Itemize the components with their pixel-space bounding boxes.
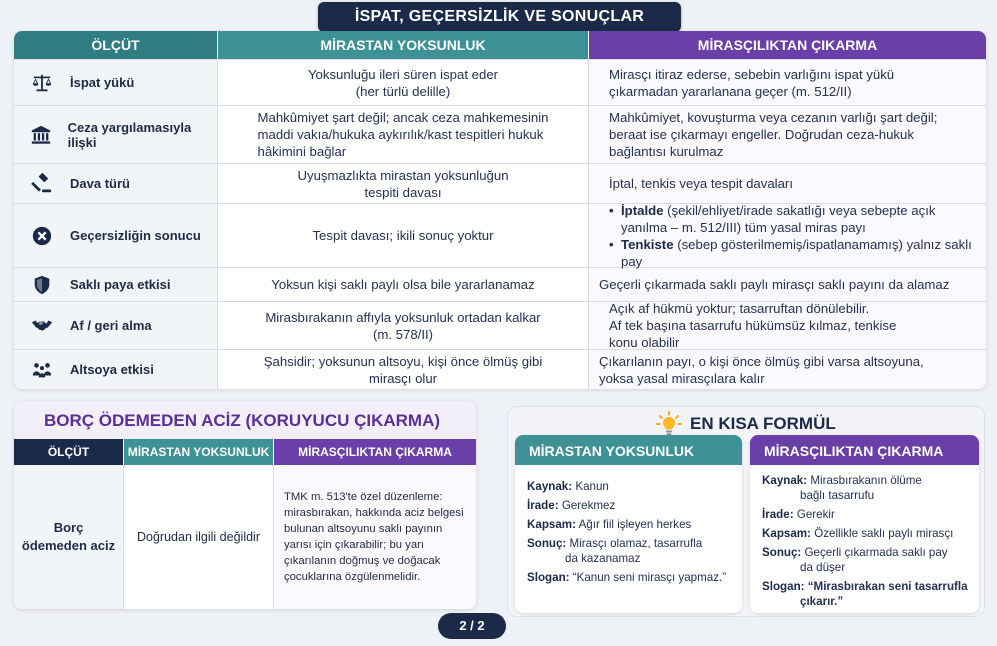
borc-header (14, 439, 476, 465)
cell-line: Tespit davası; ikili sonuç yoktur (312, 228, 494, 243)
cell-line: mirasçı olur (368, 370, 438, 386)
formula-line (527, 570, 732, 585)
formula-value: Kanun (575, 480, 609, 493)
criterion-cell (14, 106, 217, 163)
formula-key: Sonuç: (762, 546, 802, 559)
borc-criterion: Borç ödemeden aciz (14, 465, 123, 609)
formula-line (527, 498, 732, 513)
formula-key: Slogan: (762, 580, 805, 593)
cell-line: maddi vakıa/hukuka aykırılık/kast tespitleri hukuk (257, 127, 544, 142)
scales-icon (14, 72, 70, 94)
header-criteria: ÖLÇÜT (14, 31, 217, 59)
formula-line (762, 473, 969, 503)
formula-key: Kapsam: (527, 518, 576, 531)
formula-value: “Kanun seni mirasçı yapmaz.” (572, 571, 727, 584)
formula-key: Kaynak: (527, 480, 573, 493)
cell-line: Yoksunluğu ileri süren ispat eder (307, 66, 499, 82)
cikarma-cell (588, 302, 986, 349)
formula-key: Kaynak: (762, 474, 808, 487)
formula-value-cont: çıkarır.” (800, 595, 844, 608)
cell-line: İptal, tenkis veya tespit davaları (609, 176, 793, 191)
borc-yoksunluk: Doğrudan ilgili değildir (123, 465, 273, 609)
formula-line (762, 545, 969, 575)
family-icon (14, 359, 70, 381)
formula-value: Gerekir (796, 508, 835, 521)
cell-line: konu olabilir (609, 335, 680, 350)
shield-icon (14, 274, 70, 296)
cell-line: bağlantısı kurulmaz (609, 144, 724, 159)
formula-value-cont: bağlı tasarrufu (800, 489, 875, 502)
formula-value: Mirasbırakanın ölüme (810, 474, 922, 487)
formula-line (762, 526, 969, 541)
x-circle-icon (14, 225, 70, 247)
table-row (14, 163, 986, 203)
formula-panel (507, 406, 985, 617)
cell-line: hâkimini bağlar (257, 144, 347, 159)
formula-value: Geçerli çıkarmada saklı pay (804, 546, 948, 559)
formula-yoksunluk-header: MİRASTAN YOKSUNLUK (515, 435, 742, 465)
list-item (609, 236, 974, 270)
bullet-text: (sebep gösterilmemiş/ispatlanamamış) yalnız saklı pay (621, 236, 972, 269)
formula-line (527, 536, 732, 566)
criterion-cell (14, 60, 217, 105)
cell-line: yoksa yasal mirasçılara kalır (599, 370, 765, 386)
table-row (14, 349, 986, 389)
formula-value: Mirasçı olamaz, tasarrufla (569, 537, 703, 550)
cell-line: Mirasbırakanın affıyla yoksunluk ortadan kalkar (265, 309, 541, 325)
yoksunluk-cell (217, 106, 588, 163)
formula-title-text: EN KISA FORMÜL (690, 414, 836, 433)
formula-line (527, 479, 732, 494)
gavel-icon (14, 173, 70, 195)
borc-panel (14, 401, 476, 609)
formula-key: Kapsam: (762, 527, 811, 540)
cell-line: Uyuşmazlıkta mirastan yoksunluğun (297, 167, 509, 183)
table-row (14, 267, 986, 301)
formula-line (762, 507, 969, 522)
formula-cikarma-body (750, 465, 979, 609)
formula-value-cont: da düşer (800, 561, 846, 574)
formula-line (527, 517, 732, 532)
criterion-cell (14, 302, 217, 349)
cikarma-cell (588, 204, 986, 267)
header-yoksunluk: MİRASTAN YOKSUNLUK (217, 31, 588, 59)
header-cikarma: MİRASÇILIKTAN ÇIKARMA (588, 31, 986, 59)
criterion-cell (14, 350, 217, 389)
borc-cikarma: TMK m. 513'te özel düzenleme: mirasbırakan, hakkında aciz belgesi bulunan altsoyunu saklı payının yarısı için çıkarabilir; bu yarı çıkarılanın doğmuş ve doğacak çocuklarına özgülenmelidir. (273, 465, 476, 609)
criterion-label: Dava türü (70, 176, 130, 191)
table-row (14, 465, 476, 609)
formula-line (762, 579, 969, 609)
yoksunluk-cell (217, 268, 588, 301)
formula-key: Slogan: (527, 571, 570, 584)
yoksunluk-cell (217, 164, 588, 203)
cikarma-cell (588, 268, 986, 301)
criterion-cell (14, 204, 217, 267)
cell-line: Çıkarılanın payı, o kişi önce ölmüş gibi varsa altsoyuna, (599, 353, 924, 369)
borc-header-yoksunluk: MİRASTAN YOKSUNLUK (123, 439, 273, 465)
page-title: İSPAT, GEÇERSİZLİK VE SONUÇLAR (318, 2, 681, 32)
table-row (14, 59, 986, 105)
criterion-label: Ceza yargılamasıyla ilişki (67, 119, 192, 150)
bullet-text: (şekil/ehliyet/irade sakatlığı veya sebepte açık yanılma – m. 512/III) tüm yasal miras payı (621, 202, 936, 235)
table-row (14, 105, 986, 163)
cell-line: Yoksun kişi saklı paylı olsa bile yararlanamaz (271, 277, 535, 292)
formula-value: “Mirasbırakan seni tasarrufla (807, 580, 968, 593)
yoksunluk-cell (217, 302, 588, 349)
comparison-table (14, 31, 986, 389)
criterion-cell (14, 268, 217, 301)
borc-title: BORÇ ÖDEMEDEN ACİZ (KORUYUCU ÇIKARMA) (14, 401, 476, 439)
cell-line: Af tek başına tasarrufu hükümsüz kılmaz, tenkise (609, 318, 897, 333)
table-row (14, 203, 986, 267)
courthouse-icon (14, 124, 68, 146)
criterion-cell (14, 164, 217, 203)
cell-line: tespiti davası (364, 184, 442, 200)
formula-value: Gerekmez (561, 499, 616, 512)
cikarma-cell (588, 60, 986, 105)
formula-value: Ağır fiil işleyen herkes (578, 518, 692, 531)
cell-line: Mirasçı itiraz ederse, sebebin varlığını ispat yükü (609, 66, 895, 82)
criterion-label: Altsoya etkisi (70, 362, 154, 377)
bullet-bold: Tenkiste (621, 236, 674, 252)
cell-line: (m. 578/II) (372, 326, 434, 342)
cell-line: Açık af hükmü yoktur; tasarruftan dönülebilir. (609, 301, 870, 316)
formula-yoksunluk-box (515, 435, 742, 613)
list-item (609, 202, 974, 236)
formula-cikarma-header: MİRASÇILIKTAN ÇIKARMA (750, 435, 979, 465)
borc-header-criteria: ÖLÇÜT (14, 439, 123, 465)
formula-cikarma-box (750, 435, 979, 613)
yoksunluk-cell (217, 350, 588, 389)
formula-value-cont: da kazanamaz (565, 552, 641, 565)
criterion-label: Geçersizliğin sonucu (70, 228, 201, 243)
formula-yoksunluk-body (515, 465, 742, 585)
criterion-label: İspat yükü (70, 75, 135, 90)
cikarma-cell (588, 106, 986, 163)
cell-line: (her türlü delille) (355, 83, 451, 99)
table-row (14, 301, 986, 349)
borc-header-cikarma: MİRASÇILIKTAN ÇIKARMA (273, 439, 476, 465)
page-indicator: 2 / 2 (438, 613, 506, 639)
formula-key: İrade: (527, 499, 559, 512)
yoksunluk-cell (217, 204, 588, 267)
table-header (14, 31, 986, 59)
formula-key: İrade: (762, 508, 794, 521)
lightbulb-icon (656, 411, 682, 437)
cell-line: beraat ise çıkarmayı engeller. Doğrudan ceza-hukuk (609, 127, 914, 142)
cell-line: Şahsidir; yoksunun altsoyu, kişi önce ölmüş gibi (263, 353, 543, 369)
formula-title (656, 411, 836, 437)
cikarma-bullets (609, 202, 974, 270)
cikarma-cell (588, 350, 986, 389)
cikarma-cell (588, 164, 986, 203)
criterion-label: Saklı paya etkisi (70, 277, 171, 292)
handshake-icon (14, 315, 70, 337)
formula-value: Özellikle saklı paylı mirasçı (814, 527, 954, 540)
cell-line: çıkarmadan yararlanana geçer (m. 512/II) (609, 83, 852, 99)
cell-line: Geçerli çıkarmada saklı paylı mirasçı saklı payını da alamaz (599, 277, 950, 292)
cell-line: Mahkûmiyet, kovuşturma veya cezanın varlığı şart değil; (609, 110, 938, 125)
criterion-label: Af / geri alma (70, 318, 152, 333)
formula-key: Sonuç: (527, 537, 567, 550)
yoksunluk-cell (217, 60, 588, 105)
bullet-bold: İptalde (621, 202, 664, 218)
cell-line: Mahkûmiyet şart değil; ancak ceza mahkemesinin (257, 110, 549, 125)
